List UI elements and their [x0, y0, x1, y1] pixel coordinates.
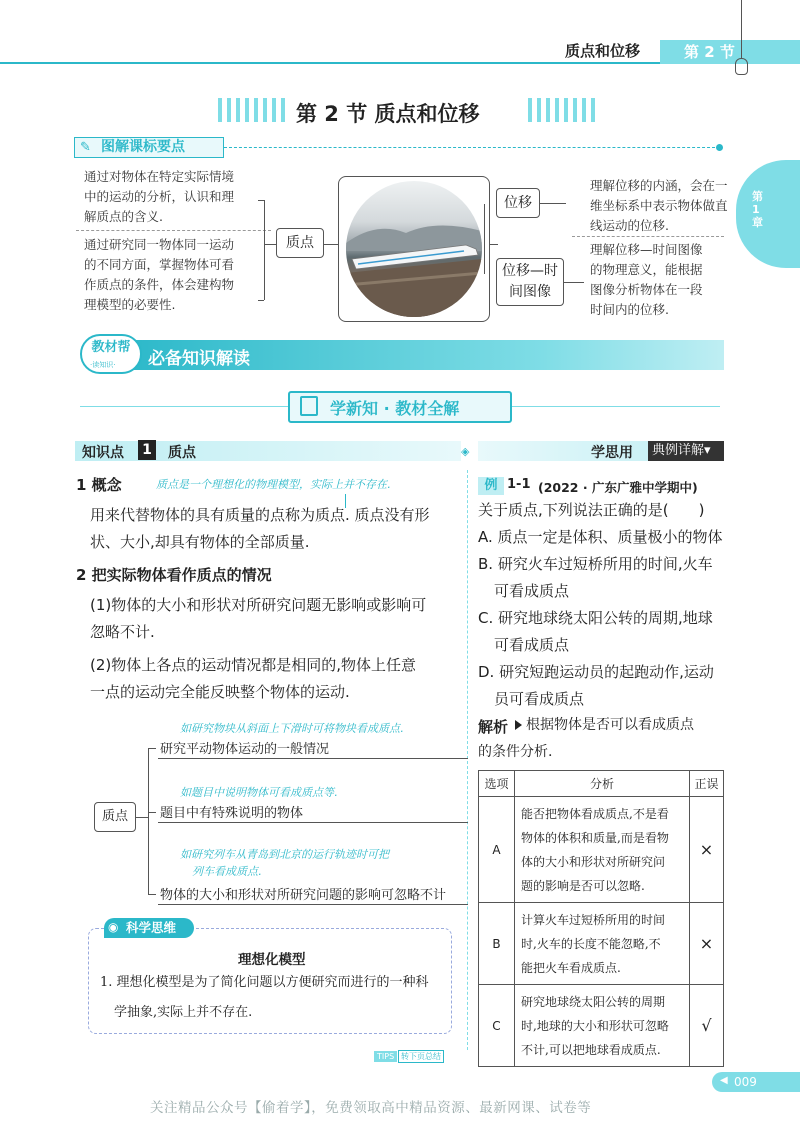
- handnote-concept: 质点是一个理想化的物理模型，实际上并不存在.: [156, 478, 391, 491]
- table-header: 分析: [515, 771, 690, 797]
- option-b: B. 研究火车过短桥所用的时间,火车: [478, 555, 713, 573]
- concept-divider: [76, 230, 271, 231]
- connector: [148, 748, 156, 749]
- center-node-zhidian: 质点: [276, 228, 324, 258]
- example-tag: 例: [478, 477, 504, 495]
- rule-end-dot: [716, 144, 723, 151]
- table-cell-option: B: [479, 903, 515, 985]
- table-cell-option: A: [479, 797, 515, 903]
- tree-note-b: 如题目中说明物体可看成质点等.: [180, 786, 338, 799]
- header-section-tab: 第 2 节: [660, 40, 800, 64]
- lamp-cord: [741, 0, 742, 58]
- concept-left-text-2: 通过研究同一物体同一运动 的不同方面，掌握物体可看 作质点的条件，体会建构物 理模型的必要性.: [84, 237, 235, 312]
- tree-branch-c: 物体的大小和形状对所研究问题的影响可忽略不计: [158, 884, 468, 905]
- table-cell-option: C: [479, 985, 515, 1067]
- tree-branch-b: 题目中有特殊说明的物体: [158, 802, 468, 823]
- solution-text-1: 根据物体是否可以看成质点: [526, 717, 694, 733]
- connector: [484, 204, 485, 274]
- example-number: 1-1: [507, 477, 531, 492]
- table-cell-mark: √: [690, 985, 724, 1067]
- triangle-right-icon: [515, 720, 522, 730]
- section-title: 第 2 节 质点和位移: [296, 102, 480, 126]
- tree-note-c: 如研究列车从青岛到北京的运行轨迹时可把 列车看成质点.: [180, 848, 389, 878]
- pencil-icon: ✎: [80, 140, 91, 155]
- connector: [148, 812, 156, 813]
- thinking-title: 理想化模型: [238, 952, 306, 968]
- heading-concept: 1 概念: [76, 476, 122, 494]
- table-row: [479, 903, 724, 985]
- tree-branch-a: 研究平动物体运动的一般情况: [158, 738, 468, 759]
- node-displacement-time-graph: 位移—时 间图像: [496, 258, 564, 306]
- concept-divider: [572, 236, 724, 237]
- table-header-row: [479, 771, 724, 797]
- connector: [264, 200, 265, 300]
- condition-2: (2)物体上各点的运动情况都是相同的,物体上任意 一点的运动完全能反映整个物体的运动.: [90, 656, 417, 701]
- notebook-icon: [300, 396, 318, 416]
- concept-map-rule: [224, 147, 720, 148]
- analysis-table: [478, 770, 724, 1067]
- watermark: 关注精品公众号【偷着学】，免费领取高中精品资源、最新网课、试卷等: [150, 1100, 592, 1116]
- title-bars-left: [218, 98, 285, 122]
- high-speed-train-photo: [346, 181, 482, 317]
- example-bar-label: 学思用: [591, 445, 633, 461]
- table-row: [479, 985, 724, 1067]
- solution-label: 解析: [478, 718, 509, 736]
- connector: [136, 817, 148, 818]
- condition-1: (1)物体的大小和形状对所研究问题无影响或影响可 忽略不计.: [90, 596, 427, 641]
- connector: [324, 244, 338, 245]
- lightbulb-icon: [735, 58, 748, 75]
- knowledge-point-number: 1: [138, 440, 156, 460]
- diamond-icon: ◈: [461, 445, 470, 458]
- thinking-badge: 科学思维: [104, 918, 194, 938]
- connector: [564, 282, 584, 283]
- connector: [264, 244, 276, 245]
- textbook-badge: 教材帮: [80, 334, 142, 374]
- connector: [148, 748, 149, 894]
- connector: [258, 200, 264, 201]
- knowledge-point-title: 质点: [168, 445, 196, 461]
- example-options: A. 质点一定是体积、质量极小的物体 B. 研究火车过短桥所用的时间,火车 可看成质点 C. 研究地球绕太阳公转的周期,地球 可看成质点 D. 研究短跑运动员的起跑动作,运动 员可看成质点: [478, 524, 728, 713]
- concept-left-text-1: 通过对物体在特定实际情境 中的运动的分析，认识和理 解质点的含义.: [84, 169, 235, 224]
- table-row: [479, 797, 724, 903]
- option-a: A. 质点一定是体积、质量极小的物体: [478, 528, 723, 546]
- connector: [540, 203, 566, 204]
- concept-map-banner: 图解课标要点: [74, 137, 224, 158]
- table-cell-mark: ×: [690, 797, 724, 903]
- table-header: 正误: [690, 771, 724, 797]
- solution-text-2: 的条件分析.: [478, 744, 553, 760]
- table-header: 选项: [479, 771, 515, 797]
- example-question: 关于质点,下列说法正确的是( ): [478, 501, 705, 519]
- header-chapter-title: 质点和位移: [565, 42, 641, 60]
- connector: [258, 300, 264, 301]
- tips-badge: TIPS: [374, 1051, 397, 1062]
- chapter-side-tab: [736, 160, 800, 268]
- table-cell-mark: ×: [690, 903, 724, 985]
- chapter-side-tab-label: 第1章: [752, 190, 763, 229]
- node-displacement: 位移: [496, 188, 540, 218]
- column-divider: [467, 470, 468, 1050]
- textbook-banner-title: 必备知识解读: [148, 349, 250, 369]
- tips-text: 转下页总结: [398, 1050, 444, 1063]
- page-number: 009: [712, 1072, 800, 1092]
- table-cell-desc: 研究地球绕太阳公转的周期 时,地球的大小和形状可忽略 不计,可以把地球看成质点.: [515, 985, 690, 1067]
- table-cell-desc: 能否把物体看成质点,不是看 物体的体积和质量,而是看物 体的大小和形状对所研究问 题的影响是否可以忽略.: [515, 797, 690, 903]
- tree-root: 质点: [94, 802, 136, 832]
- connector: [490, 244, 498, 245]
- header-rule: [0, 62, 660, 64]
- heading-conditions: 2 把实际物体看作质点的情况: [76, 566, 272, 584]
- textbook-badge-sub: ·读知识·: [90, 361, 116, 369]
- title-bars-right: [528, 98, 595, 122]
- learn-banner-title: 学新知 · 教材全解: [330, 399, 460, 418]
- knowledge-point-label: 知识点: [82, 445, 124, 461]
- knowledge-point-bar: [75, 441, 461, 461]
- table-cell-desc: 计算火车过短桥所用的时间 时,火车的长度不能忽略,不 能把火车看成质点.: [515, 903, 690, 985]
- example-bar-tag: 典例详解▾: [648, 441, 724, 461]
- thinking-text: 1. 理想化模型是为了简化问题以方便研究而进行的一种科 学抽象,实际上并不存在.: [100, 975, 429, 1020]
- bulb-icon: ◉: [108, 920, 119, 934]
- concept-right-text-2: 理解位移—时间图像 的物理意义，能根据 图像分析物体在一段 时间内的位移.: [590, 242, 703, 317]
- tree-note-a: 如研究物块从斜面上下滑时可将物块看成质点.: [180, 722, 404, 735]
- concept-paragraph: 用来代替物体的具有质量的点称为质点. 质点没有形 状、大小,却具有物体的全部质量.: [90, 506, 430, 551]
- option-d: D. 研究短跑运动员的起跑动作,运动: [478, 663, 714, 681]
- option-c: C. 研究地球绕太阳公转的周期,地球: [478, 609, 713, 627]
- concept-right-text-1: 理解位移的内涵，会在一 维坐标系中表示物体做直 线运动的位移.: [590, 178, 728, 233]
- arrow-left-icon: ◀: [720, 1075, 728, 1086]
- connector: [148, 894, 156, 895]
- example-source: (2022 · 广东广雅中学期中): [538, 480, 698, 495]
